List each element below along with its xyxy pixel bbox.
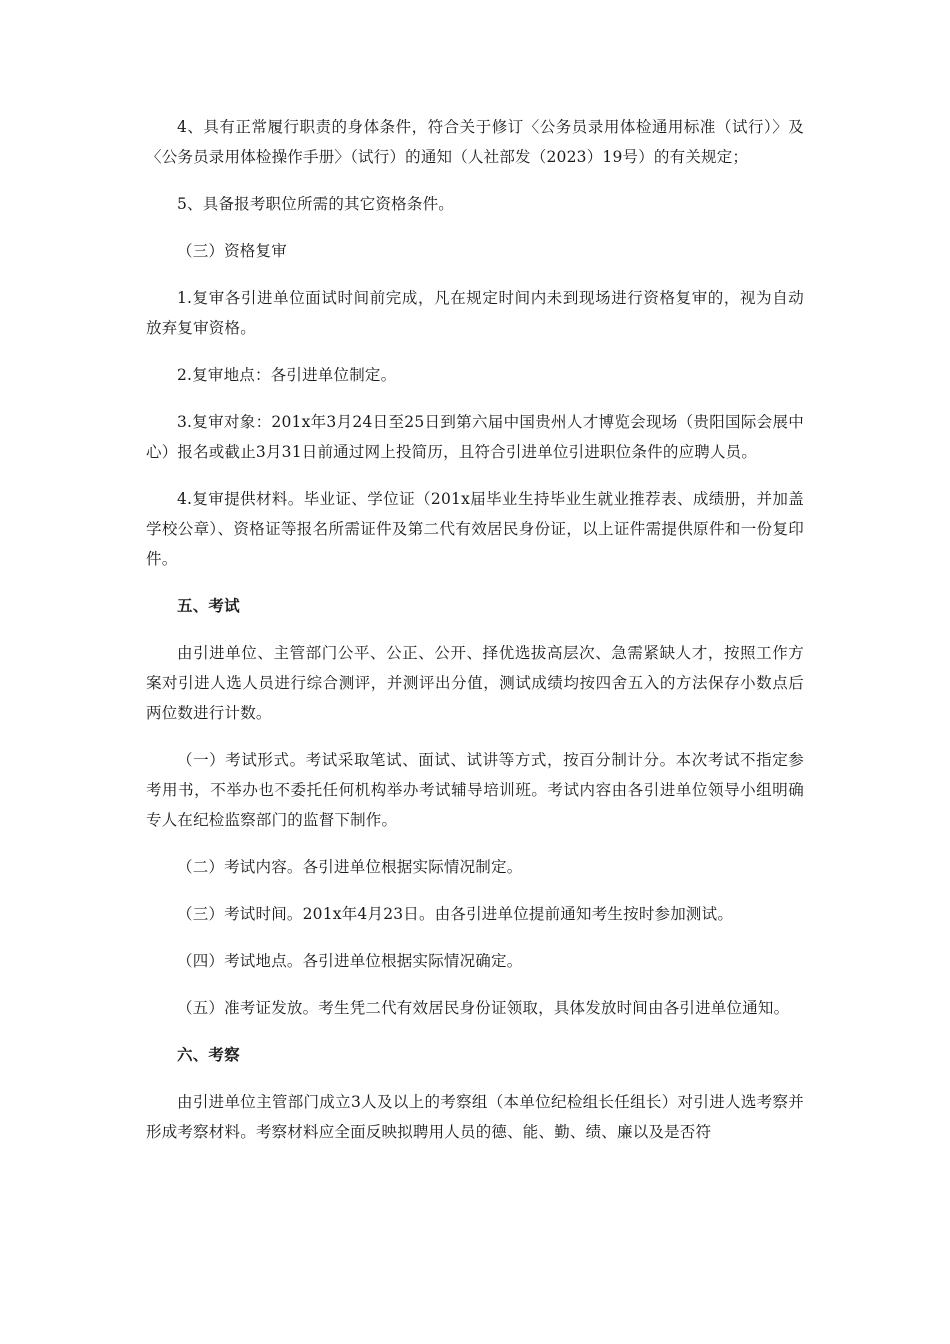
paragraph-review-materials: 4.复审提供材料。毕业证、学位证（201x届毕业生持毕业生就业推荐表、成绩册，并加盖学校公章）、资格证等报名所需证件及第二代有效居民身份证，以上证件需提供原件和一份复印件。 [146, 490, 804, 568]
paragraph-other-qualifications: 5、具备报考职位所需的其它资格条件。 [177, 195, 454, 213]
document-page [146, 112, 804, 1147]
paragraph-exam-location: （四）考试地点。各引进单位根据实际情况确定。 [177, 952, 523, 970]
paragraph-inspection-process: 由引进单位主管部门成立3人及以上的考察组（本单位纪检组长任组长）对引进人选考察并形成考察材料。考察材料应全面反映拟聘用人员的德、能、勤、绩、廉以及是否符 [146, 1093, 804, 1141]
section-heading-inspection: 六、考察 [177, 1045, 240, 1064]
paragraph-exam-content: （二）考试内容。各引进单位根据实际情况制定。 [177, 858, 523, 876]
paragraph-admission-ticket: （五）准考证发放。考生凭二代有效居民身份证领取，具体发放时间由各引进单位通知。 [177, 999, 790, 1017]
paragraph-exam-format: （一）考试形式。考试采取笔试、面试、试讲等方式，按百分制计分。本次考试不指定参考用书，不举办也不委托任何机构举办考试辅导培训班。考试内容由各引进单位领导小组明确专人在纪检监察部门的监督下制作。 [146, 751, 804, 829]
paragraph-exam-overview: 由引进单位、主管部门公平、公正、公开、择优选拔高层次、急需紧缺人才，按照工作方案对引进人选人员进行综合测评，并测评出分值，测试成绩均按四舍五入的方法保存小数点后两位数进行计数。 [146, 644, 804, 722]
paragraph-exam-time: （三）考试时间。201x年4月23日。由各引进单位提前通知考生按时参加测试。 [177, 905, 734, 923]
paragraph-review-targets: 3.复审对象：201x年3月24日至25日到第六届中国贵州人才博览会现场（贵阳国际会展中心）报名或截止3月31日前通过网上投简历，且符合引进单位引进职位条件的应聘人员。 [146, 413, 804, 461]
subheading-qualification-review: （三）资格复审 [177, 242, 287, 260]
paragraph-physical-condition: 4、具有正常履行职责的身体条件，符合关于修订〈公务员录用体检通用标准（试行）〉及〈公务员录用体检操作手册〉（试行）的通知（人社部发（2023）19号）的有关规定； [146, 118, 804, 166]
paragraph-review-location: 2.复审地点：各引进单位制定。 [177, 366, 397, 384]
section-heading-exam: 五、考试 [177, 596, 240, 615]
paragraph-review-deadline: 1.复审各引进单位面试时间前完成，凡在规定时间内未到现场进行资格复审的，视为自动放弃复审资格。 [146, 289, 804, 337]
